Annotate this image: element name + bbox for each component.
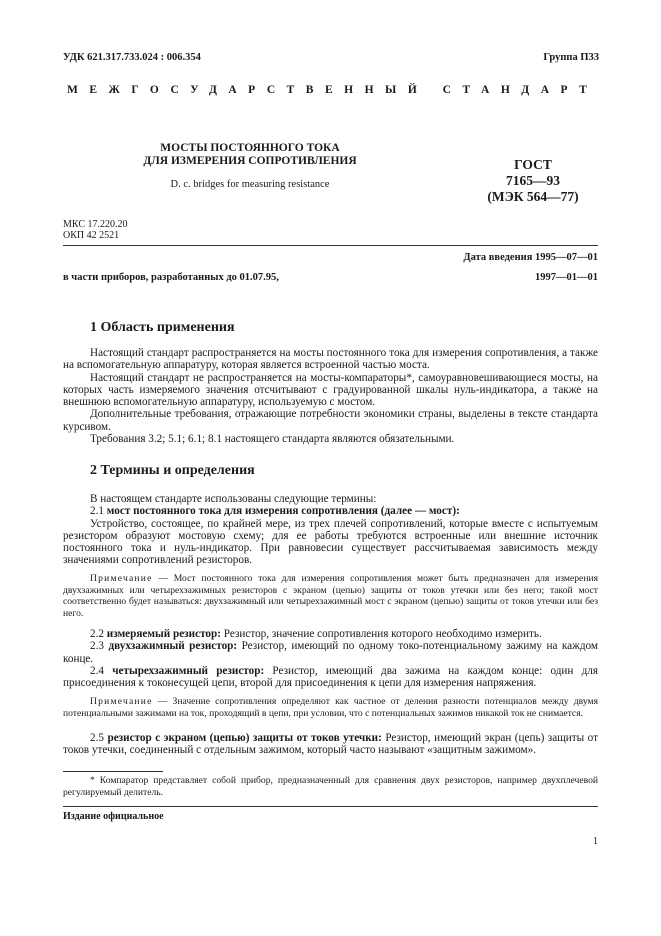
note-2-label: Примечание (90, 696, 153, 707)
page-number: 1 (593, 836, 598, 847)
footnote-rule (63, 771, 163, 772)
english-title: D. c. bridges for measuring resistance (170, 179, 330, 190)
term-2-1: 2.1 мост постоянного тока для измерения сопротивления (далее — мост): (90, 505, 460, 518)
classification-codes (63, 219, 127, 241)
note-1-text: — Мост постоянного тока для измерения сопротивления может быть предназначен для измерения двухзажимных или четырехзажимных резисторов с экраном (цепью) защиты от токов утечки или без него; такой мост соответственно будет называться: двухзажимный или четырехзажимный мост с экраном (цепью) защиты от токов утечки или без него. (63, 573, 598, 619)
footnote-text: * Компаратор представляет собой прибор, предназначенный для сравнения двух резисторов, например двухплечевой регулируемый делитель. (63, 775, 598, 798)
okp-code: ОКП 42 2521 (63, 230, 120, 241)
term-2-1-definition: Устройство, состоящее, по крайней мере, из трех плечей сопротивлений, которые вместе с испытуемым резистором образуют мостовую схему; для ее работы требуются встроенные или внешние источник постоянного тока и нуль-индикатор. При равновесии существует рассчитываемая зависимость между значениями сопротивлений резисторов. (63, 517, 598, 567)
interstate-standard-banner: МЕЖГОСУДАРСТВЕННЫЙ СТАНДАРТ (67, 84, 599, 96)
note-1-label: Примечание (90, 573, 153, 584)
note-2 (63, 696, 598, 719)
part-devices-label: в части приборов, разработанных до 01.07.95, (63, 272, 279, 283)
s1-paragraph-4: Требования 3.2; 5.1; 6.1; 8.1 настоящего стандарта являются обязательными. (90, 433, 455, 446)
mks-code: МКС 17.220.20 (63, 219, 128, 230)
gost-label: ГОСТ (514, 157, 552, 172)
section-2-heading: 2 Термины и определения (90, 463, 255, 478)
term-2-4: 2.4 четырехзажимный резистор: Резистор, имеющий два зажима на каждом конце: один для присоединения к токонесущей цепи, второй для присоединения к цепи для измерения напряжения. (63, 664, 599, 690)
section-1-body (63, 347, 598, 445)
term-2-5: 2.5 резистор с экраном (цепью) защиты от токов утечки: Резистор, имеющий экран (цепь) защиты от токов утечки, соединенный с отдельным зажимом, который часто называют «защитным зажимом». (63, 732, 598, 757)
term-2-5-block (63, 732, 598, 757)
title-line-2: ДЛЯ ИЗМЕРЕНИЯ СОПРОТИВЛЕНИЯ (143, 155, 357, 167)
gost-number: 7165—93 (506, 173, 560, 188)
note-1 (63, 573, 598, 619)
title-line-1: МОСТЫ ПОСТОЯННОГО ТОКА (160, 142, 340, 154)
section-2-intro-block (63, 493, 598, 567)
s1-paragraph-2: Настоящий стандарт не распространяется на мосты-компараторы*, самоуравновешивающиеся мосты, на которых часть измеряемого значения отсчитывают с градуированной шкалы нуль-индикатора, а также на внешнюю вспомогательную аппаратуру, используемую с мостом. (63, 371, 598, 409)
section-1-heading: 1 Область применения (90, 320, 235, 335)
divider-bottom (63, 806, 598, 807)
iec-number: (МЭК 564—77) (487, 189, 579, 204)
divider-top (63, 245, 598, 246)
term-2-2: 2.2 измеряемый резистор: Резистор, значение сопротивления которого необходимо измерить. (90, 628, 542, 640)
gost-designation (468, 157, 598, 205)
s2-intro: В настоящем стандарте использованы следующие термины: (90, 493, 377, 505)
footnote (63, 775, 598, 798)
term-2-3: 2.3 двухзажимный резистор: Резистор, имеющий по одному токо-потенциальному зажиму на каждом конце. (63, 640, 598, 665)
document-title (100, 142, 400, 168)
part-devices-date: 1997—01—01 (535, 272, 598, 283)
group-code: Группа П33 (543, 52, 599, 63)
intro-date: Дата введения 1995—07—01 (463, 252, 598, 263)
terms-2-2-2-4 (63, 628, 598, 689)
edition-label: Издание официальное (63, 811, 164, 822)
s1-paragraph-3: Дополнительные требования, отражающие потребности экономики страны, выделены в тексте стандарта курсивом. (63, 408, 598, 433)
udk-code: УДК 621.317.733.024 : 006.354 (63, 52, 201, 63)
s1-paragraph-1: Настоящий стандарт распространяется на мосты постоянного тока для измерения сопротивления, а также на вспомогательную аппаратуру, которая является встроенной частью моста. (63, 347, 598, 372)
note-2-text: — Значение сопротивления определяют как частное от деления разности потенциалов между двумя потенциальными зажимами на ток, проходящий в цепи, при условии, что с потенциальных зажимов никакой ток не снимается. (63, 696, 598, 719)
